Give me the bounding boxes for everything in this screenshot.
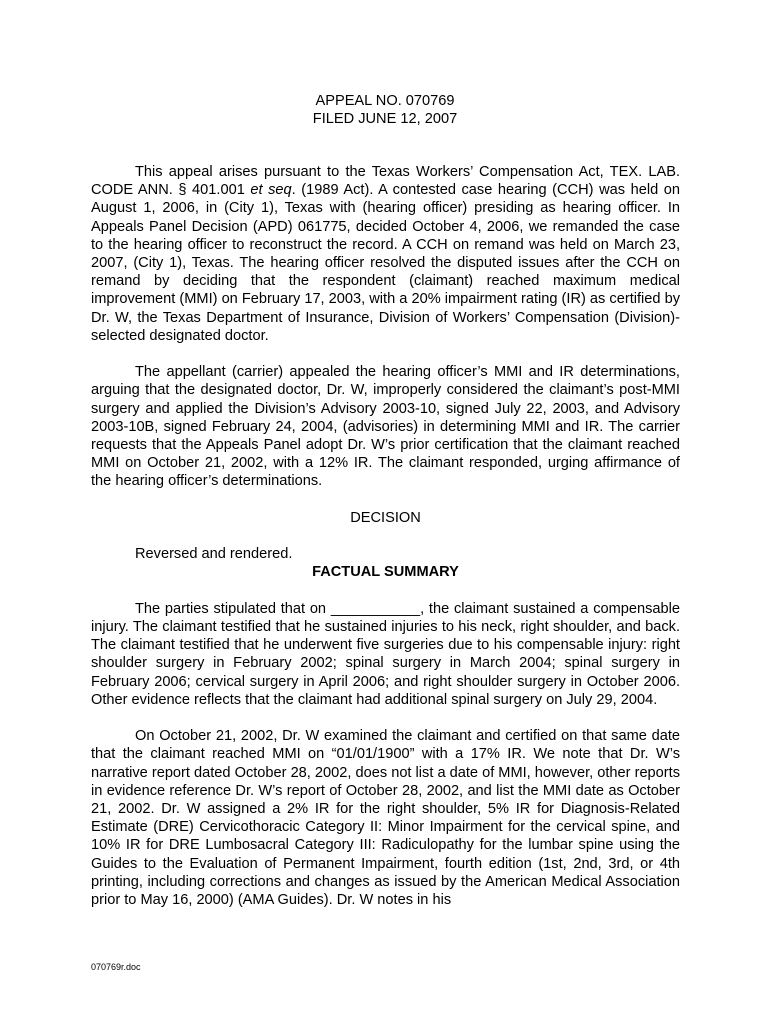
footer-filename: 070769r.doc: [91, 962, 141, 972]
paragraph-intro: [91, 163, 680, 345]
filed-date: FILED JUNE 12, 2007: [312, 111, 458, 128]
intro-italic: et seq: [250, 182, 292, 199]
factual-summary-heading: FACTUAL SUMMARY: [312, 564, 459, 581]
paragraph-examination: On October 21, 2002, Dr. W examined the claimant and certified on that same date that the claimant reached MMI on “01/01/1900” with a 17% IR. We note that Dr. W’s narrative report dated October 28, 2002, does not list a date of MMI, however, other reports in evidence reference Dr. W’s report of October 28, 2002, and list the MMI date as October 21, 2002. Dr. W assigned a 2% IR for the right shoulder, 5% IR for Diagnosis-Related Estimate (DRE) Cervicothoracic Category II: Minor Impairment for the cervical spine, and 10% IR for DRE Lumbosacral Category III: Radiculopathy for the lumbar spine using the Guides to the Evaluation of Permanent Impairment, fourth edition (1st, 2nd, 3rd, or 4th printing, including corrections and changes as issued by the American Medical Association prior to May 16, 2000) (AMA Guides). Dr. W notes in his: [91, 728, 680, 909]
paragraph-stipulation: The parties stipulated that on ___________, the claimant sustained a compensable injury. The claimant testified that he sustained injuries to his neck, right shoulder, and back. The claimant testified that he underwent five surgeries due to his compensable injury: right shoulder surgery in February 2002; spinal surgery in March 2004; spinal surgery in February 2006; cervical surgery in April 2006; and right shoulder surgery in October 2006. Other evidence reflects that the claimant had additional spinal surgery on July 29, 2004.: [91, 600, 680, 708]
intro-text-end: . (1989 Act). A contested case hearing (CCH) was held on August 1, 2006, in (City 1), Texas with (hearing officer) presiding as hearing officer. In Appeals Panel Decision (APD) 061775, decided October 4, 2006, we remanded the case to the hearing officer to reconstruct the record. A CCH on remand was held on March 23, 2007, (City 1), Texas. The hearing officer resolved the disputed issues after the CCH on remand by deciding that the respondent (claimant) reached maximum medical improvement (MMI) on February 17, 2003, with a 20% impairment rating (IR) as certified by Dr. W, the Texas Department of Insurance, Division of Workers’ Compensation (Division)-selected designated doctor.: [91, 182, 681, 344]
decision-text: Reversed and rendered.: [135, 546, 293, 563]
decision-heading: DECISION: [350, 509, 421, 526]
paragraph-appeal: The appellant (carrier) appealed the hearing officer’s MMI and IR determinations, arguing that the designated doctor, Dr. W, improperly considered the claimant’s post-MMI surgery and applied the Division’s Advisory 2003-10, signed July 22, 2003, and Advisory 2003-10B, signed February 24, 2004, (advisories) in determining MMI and IR. The carrier requests that the Appeals Panel adopt Dr. W’s prior certification that the claimant reached MMI on October 21, 2002, with a 12% IR. The claimant responded, urging affirmance of the hearing officer’s determinations.: [91, 364, 680, 490]
appeal-number: APPEAL NO. 070769: [315, 93, 455, 109]
document-header: [0, 92, 770, 128]
intro-text-start: This appeal arises pursuant to the Texas Workers’ Compensation Act, TEX. LAB. CODE ANN. § 401.001: [91, 164, 680, 199]
document-body: [91, 163, 680, 909]
